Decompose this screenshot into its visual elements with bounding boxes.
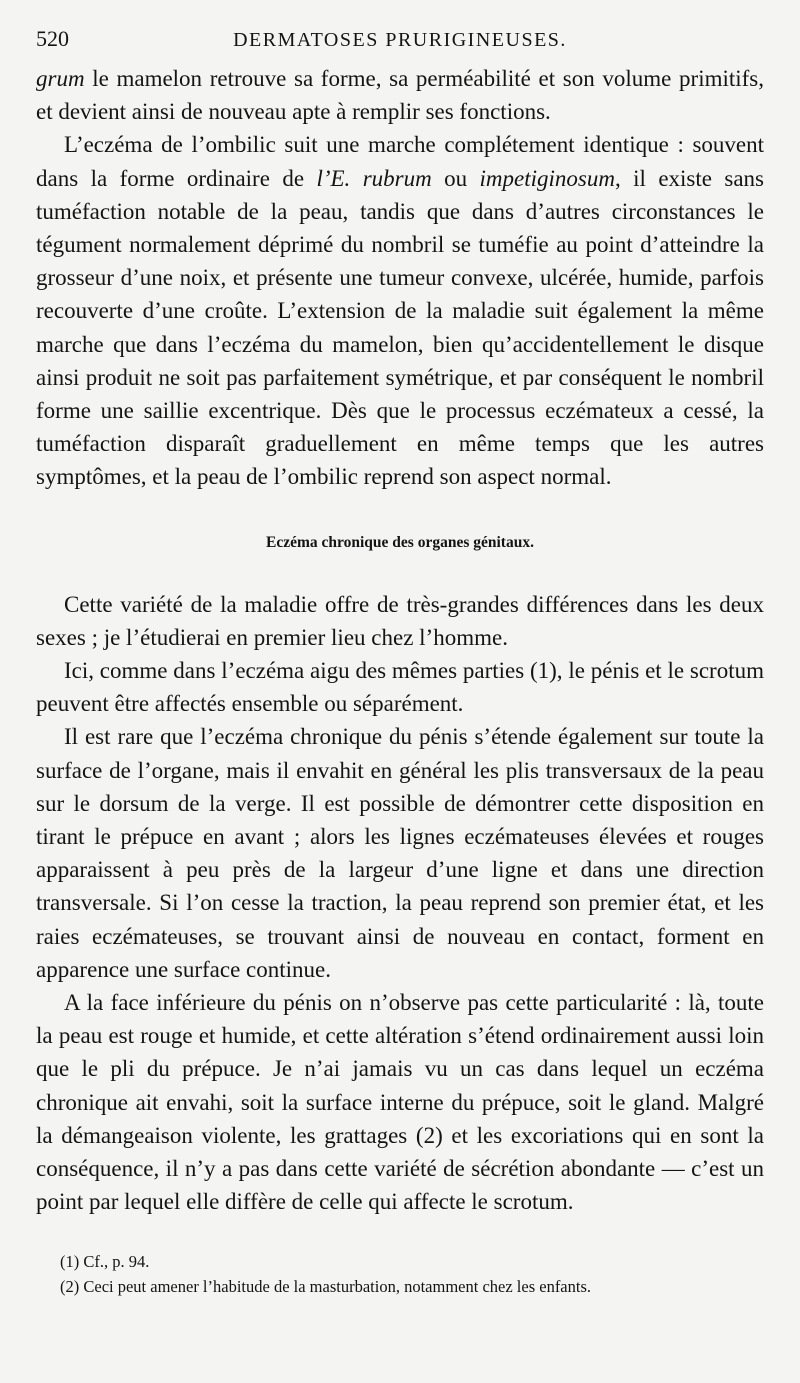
footnote: (2) Ceci peut amener l’habitude de la masturbation, notamment chez les enfants. xyxy=(60,1276,592,1296)
text-run: le mamelon retrouve sa forme, sa perméabilité et son volume primitifs, et devient ainsi de nouveau apte à remplir ses fonctions. xyxy=(36,66,764,125)
text-run: , il existe sans tuméfaction notable de la peau, tandis que dans d’autres circonstances le tégument normalement déprimé du nombril se tuméfie au point d’atteindre la grosseur d’une noix, et présente une tumeur convexe, ulcérée, humide, parfois recouverte d’une croûte. L’extension de la maladie suit également la même marche que dans l’eczéma du mamelon, bien qu’accidentellement le disque ainsi produit ne soit pas parfaitement symétrique, et par conséquent le nombril forme une saillie excentrique. Dès que le processus eczémateux a cessé, la tuméfaction disparaît graduellement en même temps que les autres symptômes, et la peau de l’ombilic reprend son aspect normal. xyxy=(36,165,764,490)
text-italic: grum xyxy=(36,66,85,91)
text-run: L’eczéma de l’ombilic suit une marche complétement identique : souvent dans la forme ordinaire de xyxy=(36,132,764,191)
page-number: 520 xyxy=(36,26,69,51)
section-title: Eczéma chronique des organes génitaux. xyxy=(266,533,534,551)
text-italic: l’E. rubrum xyxy=(316,165,432,191)
paragraph: Ici, comme dans l’eczéma aigu des mêmes parties (1), le pénis et le scrotum peuvent être affectés ensemble ou séparément. xyxy=(36,658,764,717)
paragraph: Cette variété de la maladie offre de très-grandes différences dans les deux sexes ; je l’étudierai en premier lieu chez l’homme. xyxy=(36,591,764,650)
paragraph xyxy=(36,128,764,493)
paragraph: A la face inférieure du pénis on n’observe pas cette particularité : là, toute la peau est rouge et humide, et cette altération s’étend ordinairement aussi loin que le pli du prépuce. Je n’ai jamais vu un cas dans lequel un eczéma chronique ait envahi, soit la surface interne du prépuce, soit le gland. Malgré la démangeaison violente, les grattages (2) et les excoriations qui en sont la conséquence, il n’y a pas dans cette variété de sécrétion abondante — c’est un point par lequel elle diffère de celle qui affecte le scrotum. xyxy=(36,990,764,1215)
footnote: (1) Cf., p. 94. xyxy=(60,1251,150,1271)
text-italic: impetiginosum xyxy=(479,165,615,191)
running-title: DERMATOSES PRURIGINEUSES. xyxy=(233,29,567,51)
paragraph: Il est rare que l’eczéma chronique du pénis s’étende également sur toute la surface de l’organe, mais il envahit en général les plis transversaux de la peau sur le dorsum de la verge. Il est possible de démontrer cette disposition en tirant le prépuce en avant ; alors les lignes eczémateuses élevées et rouges apparaissent à peu près de la largeur d’une ligne et dans une direction transversale. Si l’on cesse la traction, la peau reprend son premier état, et les raies eczémateuses, se trouvant ainsi de nouveau en contact, forment en apparence une surface continue. xyxy=(36,724,764,982)
footnotes xyxy=(36,1249,764,1299)
text-run: ou xyxy=(431,165,480,191)
paragraph xyxy=(36,62,764,128)
page-header xyxy=(36,26,764,62)
